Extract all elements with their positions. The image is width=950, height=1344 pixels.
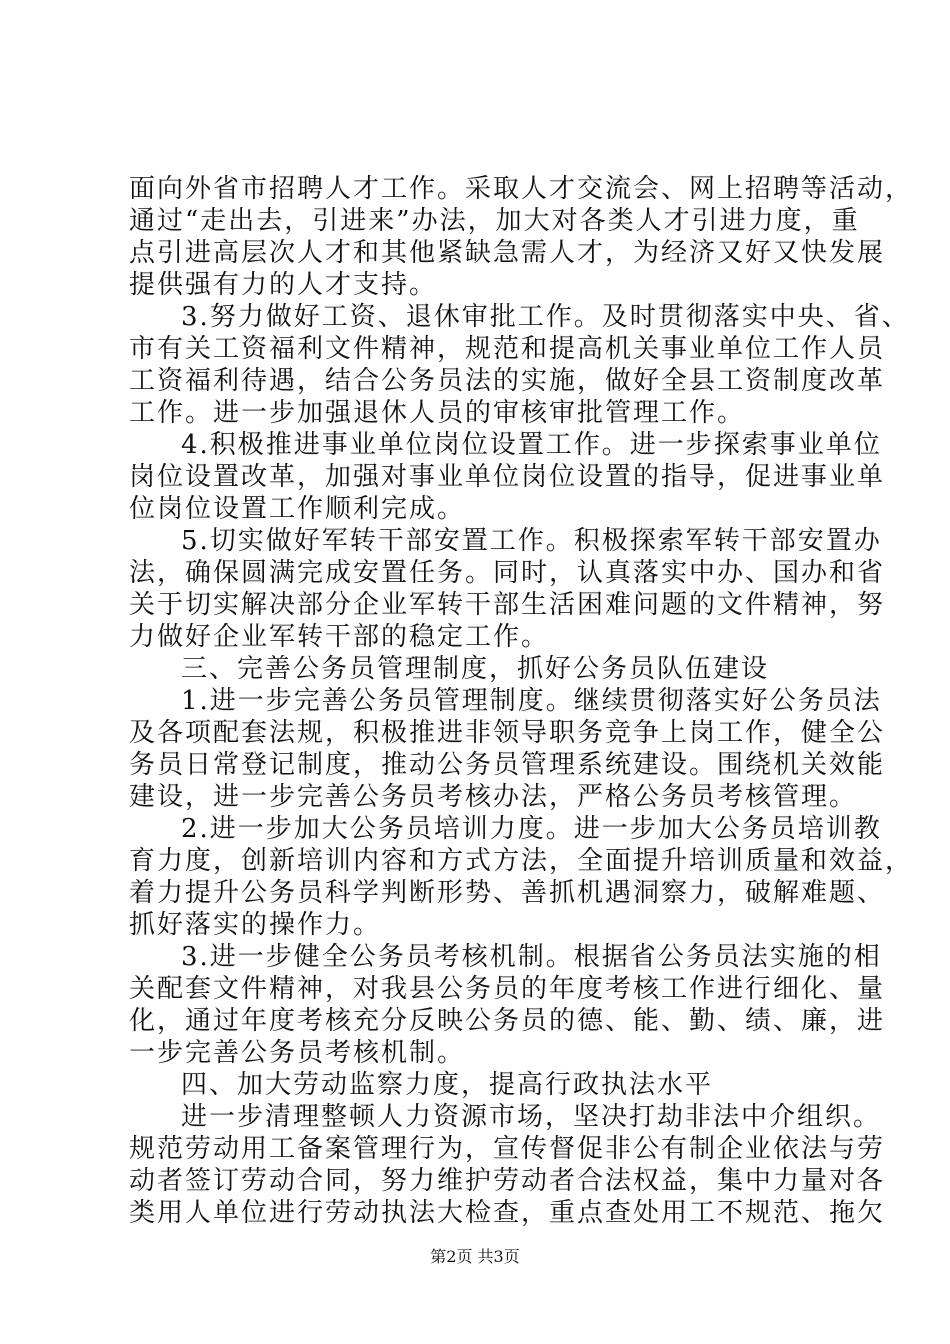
text-line: 着力提升公务员科学判断形势、善抓机遇洞察力，破解难题、: [129, 878, 886, 908]
text-line: 务员日常登记制度，推动公务员管理系统建设。围绕机关效能: [129, 750, 886, 780]
text-line: 工资福利待遇，结合公务员法的实施，做好全县工资制度改革: [129, 366, 886, 396]
section-heading: 四、加大劳动监察力度，提高行政执法水平: [181, 1070, 714, 1100]
text-line: 市有关工资福利文件精神，规范和提高机关事业单位工作人员: [129, 334, 886, 364]
text-line: 面向外省市招聘人才工作。采取人才交流会、网上招聘等活动，: [129, 174, 914, 204]
text-line: 规范劳动用工备案管理行为，宣传督促非公有制企业依法与劳: [129, 1134, 886, 1164]
text-line: 3.努力做好工资、退休审批工作。及时贯彻落实中央、省、: [181, 302, 910, 332]
text-line: 4.积极推进事业单位岗位设置工作。进一步探索事业单位: [181, 430, 882, 460]
text-line: 5.切实做好军转干部安置工作。积极探索军转干部安置办: [181, 526, 882, 556]
text-line: 点引进高层次人才和其他紧缺急需人才，为经济又好又快发展: [129, 238, 886, 268]
text-line: 一步完善公务员考核机制。: [129, 1038, 466, 1068]
text-line: 提供强有力的人才支持。: [129, 270, 438, 300]
section-heading: 三、完善公务员管理制度，抓好公务员队伍建设: [181, 654, 770, 684]
text-line: 位岗位设置工作顺利完成。: [129, 494, 466, 524]
text-line: 1.进一步完善公务员管理制度。继续贯彻落实好公务员法: [181, 686, 882, 716]
text-line: 通过“走出去，引进来”办法，加大对各类人才引进力度，重: [129, 206, 860, 236]
text-line: 化，通过年度考核充分反映公务员的德、能、勤、绩、廉，进: [129, 1006, 886, 1036]
text-line: 及各项配套法规，积极推进非领导职务竞争上岗工作，健全公: [129, 718, 886, 748]
text-line: 抓好落实的操作力。: [129, 910, 382, 940]
text-line: 建设，进一步完善公务员考核办法，严格公务员考核管理。: [129, 782, 858, 812]
text-line: 进一步清理整顿人力资源市场，坚决打劫非法中介组织。: [181, 1102, 882, 1132]
page-footer: 第2页 共3页: [430, 1247, 520, 1266]
text-line: 2.进一步加大公务员培训力度。进一步加大公务员培训教: [181, 814, 882, 844]
text-line: 法，确保圆满完成安置任务。同时，认真落实中办、国办和省: [129, 558, 886, 588]
text-line: 动者签订劳动合同，努力维护劳动者合法权益，集中力量对各: [129, 1166, 886, 1196]
text-line: 关于切实解决部分企业军转干部生活困难问题的文件精神，努: [129, 590, 886, 620]
text-line: 3.进一步健全公务员考核机制。根据省公务员法实施的相: [181, 942, 882, 972]
text-line: 关配套文件精神，对我县公务员的年度考核工作进行细化、量: [129, 974, 886, 1004]
text-line: 力做好企业军转干部的稳定工作。: [129, 622, 550, 652]
text-line: 类用人单位进行劳动执法大检查，重点查处用工不规范、拖欠: [129, 1198, 886, 1228]
text-line: 工作。进一步加强退休人员的审核审批管理工作。: [129, 398, 746, 428]
text-line: 岗位设置改革，加强对事业单位岗位设置的指导，促进事业单: [129, 462, 886, 492]
text-line: 育力度，创新培训内容和方式方法，全面提升培训质量和效益，: [129, 846, 914, 876]
